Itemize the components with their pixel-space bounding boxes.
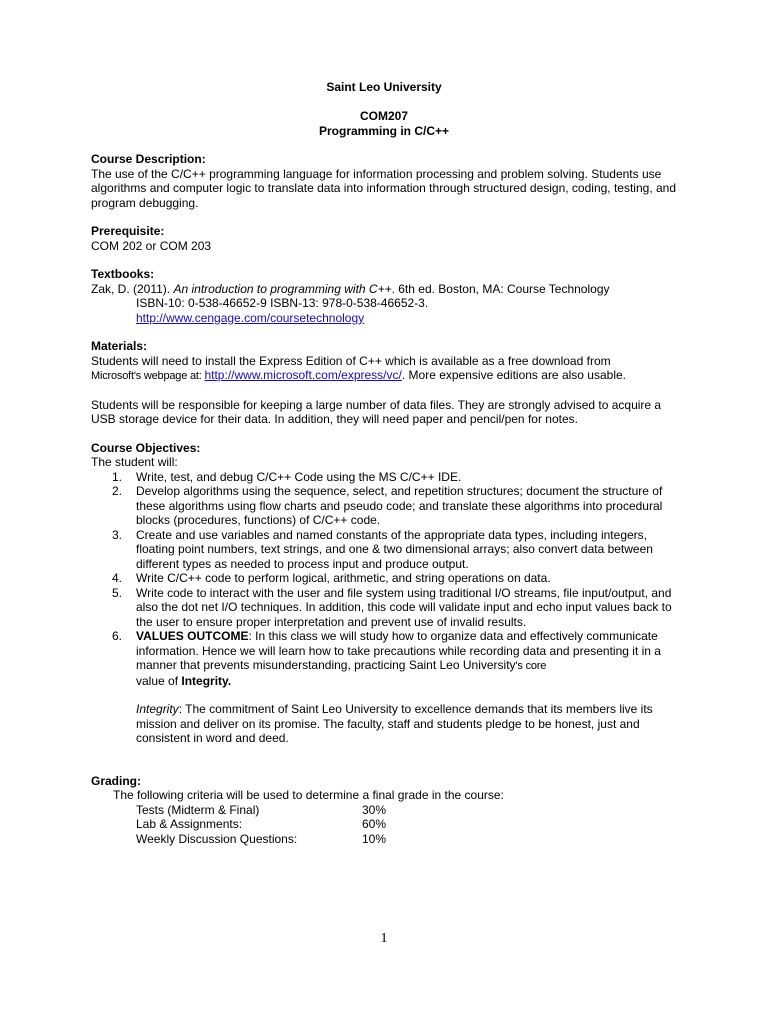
materials-paragraph2: Students will be responsible for keeping a large number of data files. They are strongly advised to acquire a USB storage device for their data. In addition, they will need paper and pencil/pen for notes. <box>91 397 662 426</box>
list-item: 3. Create and use variables and named constants of the appropriate data types, including integers, floating point numbers, text strings, and one & two dimensional arrays; also convert data between different types as needed to process input and produce output. <box>112 527 653 571</box>
objectives-intro: The student will: <box>91 455 178 469</box>
materials-line2-prefix: Microsoft's webpage at: <box>91 370 205 382</box>
materials-line2-suffix: . More expensive editions are also usable. <box>401 368 626 382</box>
prerequisite-heading: Prerequisite: <box>91 224 165 238</box>
prerequisite-text: COM 202 or COM 203 <box>91 238 212 253</box>
list-item: 2. Develop algorithms using the sequence, select, and repetition structures; document the structure of these algorithms using flow charts and pseudo code; and translate these algorithms into procedural blocks (procedures, functions) of C/C++ code. <box>112 484 663 527</box>
textbook-isbn: ISBN-10: 0-538-46652-9 ISBN-13: 978-0-538-46652-3. <box>136 296 429 310</box>
document-body <box>91 152 681 846</box>
list-item: 5. Write code to interact with the user and file system using traditional I/O streams, file input/output, and also the dot net I/O techniques. In addition, this code will validate input and echo input values back to the user to ensure proper interpretation and prevent use of invalid results. <box>112 585 672 629</box>
table-row: Weekly Discussion Questions: 10% <box>136 831 387 846</box>
objectives-heading: Course Objectives: <box>91 440 201 455</box>
page-number: 1 <box>380 931 388 946</box>
description-text: The use of the C/C++ programming language for information processing and problem solving. Students use algorithms and computer logic to translate data into information through structured design, coding, testing, and program debugging. <box>91 166 677 210</box>
textbooks-heading: Textbooks: <box>91 267 155 281</box>
table-row: Lab & Assignments: 60% <box>136 817 387 831</box>
grading-intro: The following criteria will be used to determine a final grade in the course: <box>113 788 504 802</box>
values-outcome-label: VALUES OUTCOME <box>136 629 249 643</box>
materials-heading: Materials: <box>91 339 148 353</box>
microsoft-link[interactable]: http://www.microsoft.com/express/vc/ <box>204 368 402 382</box>
values-outcome-item: 6. VALUES OUTCOME: In this class we will study how to organize data and effectively communicate information. Hence we will learn how to take precautions while recording data and presenting it in a manner that prevents misunderstanding, practicing Saint Leo University's core value of Integrity. <box>112 629 661 688</box>
description-heading: Course Description: <box>91 152 206 166</box>
integrity-value: Integrity. <box>181 673 232 688</box>
citation-prefix: Zak, D. (2011). <box>91 281 174 296</box>
list-item: 4. Write C/C++ code to perform logical, arithmetic, and string operations on data. <box>112 571 551 585</box>
objectives-list <box>91 470 681 689</box>
course-code: COM207 <box>359 109 409 123</box>
university-title: Saint Leo University <box>326 80 442 94</box>
list-item: 1. Write, test, and debug C/C++ Code using the MS C/C++ IDE. <box>112 469 462 484</box>
cengage-link[interactable]: http://www.cengage.com/coursetechnology <box>136 310 365 325</box>
citation-title: An introduction to programming with C++ <box>173 281 392 296</box>
textbook-citation <box>91 282 681 297</box>
integrity-definition: Integrity: The commitment of Saint Leo University to excellence demands that its members live its mission and deliver on its promise. The faculty, staff and students pledge to be honest, just and consistent in word and deed. <box>136 702 653 745</box>
materials-line1: Students will need to install the Express Edition of C++ which is available as a free download from <box>91 353 611 368</box>
integrity-label: Integrity <box>136 702 179 716</box>
course-title: Programming in C/C++ <box>318 124 450 138</box>
citation-suffix: . 6th ed. Boston, MA: Course Technology <box>391 281 610 296</box>
grading-heading: Grading: <box>91 773 141 788</box>
table-row: Tests (Midterm & Final) 30% <box>136 802 387 817</box>
materials-line2 <box>91 368 681 384</box>
